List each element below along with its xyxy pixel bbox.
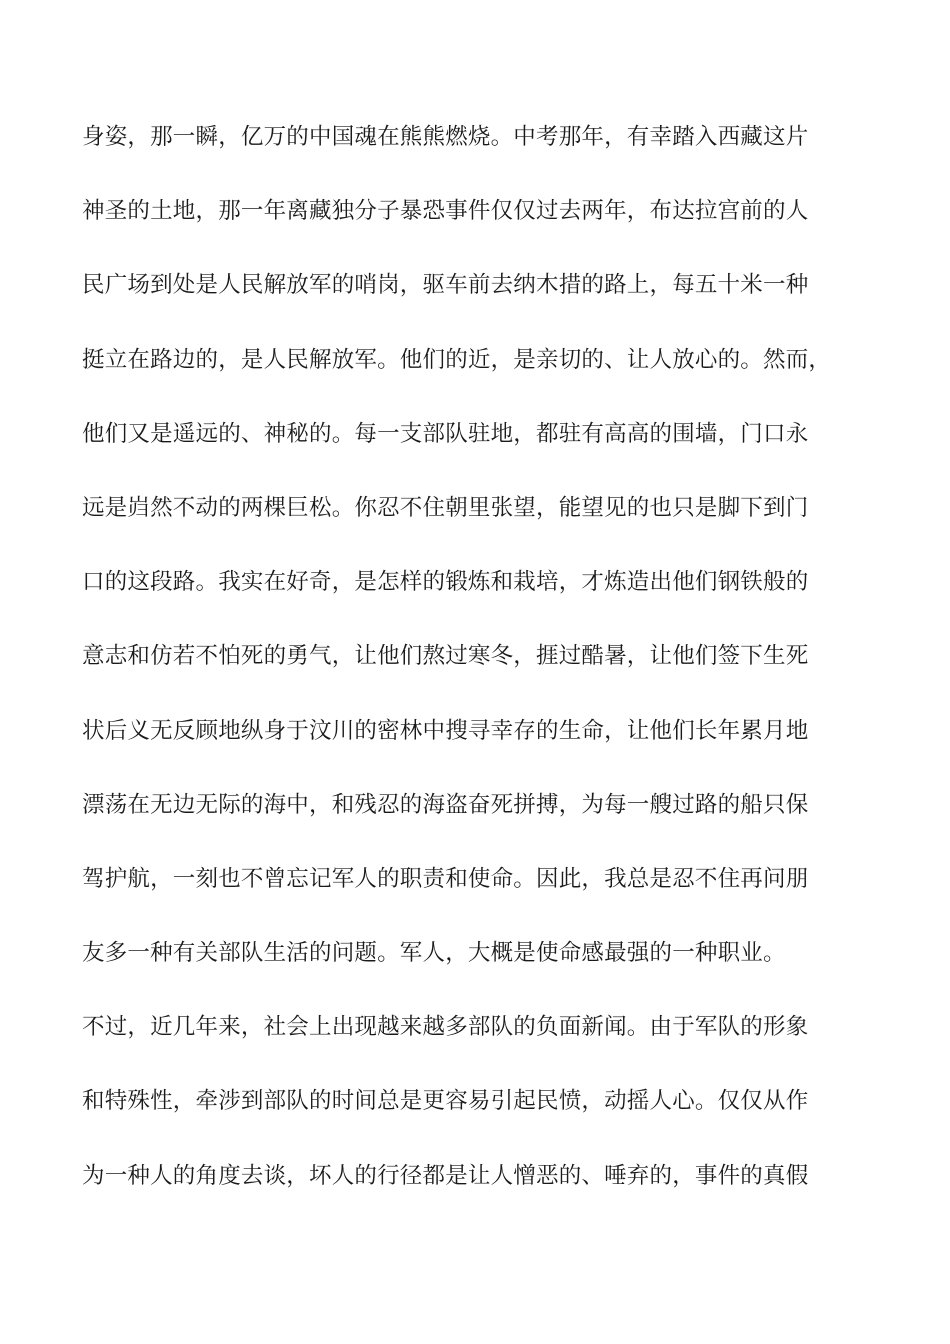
text-line-8: 意志和仿若不怕死的勇气，让他们熬过寒冬，捱过酷暑，让他们签下生死	[82, 643, 809, 670]
text-line-4: 挺立在路边的，是人民解放军。他们的近，是亲切的、让人放心的。然而，	[82, 346, 832, 373]
text-line-10: 漂荡在无边无际的海中，和残忍的海盗奋死拼搏，为每一艘过路的船只保	[82, 791, 809, 818]
text-line-15: 为一种人的角度去谈，坏人的行径都是让人憎恶的、唾弃的，事件的真假	[82, 1162, 809, 1189]
text-line-9: 状后义无反顾地纵身于汶川的密林中搜寻幸存的生命，让他们长年累月地	[82, 717, 809, 744]
text-line-5: 他们又是遥远的、神秘的。每一支部队驻地，都驻有高高的围墙，门口永	[82, 420, 809, 447]
text-line-13: 不过，近几年来，社会上出现越来越多部队的负面新闻。由于军队的形象	[82, 1014, 809, 1041]
text-line-2: 神圣的土地，那一年离藏独分子暴恐事件仅仅过去两年，布达拉宫前的人	[82, 198, 809, 225]
text-line-7: 口的这段路。我实在好奇，是怎样的锻炼和栽培，才炼造出他们钢铁般的	[82, 569, 809, 596]
text-line-14: 和特殊性，牵涉到部队的时间总是更容易引起民愤，动摇人心。仅仅从作	[82, 1088, 809, 1115]
text-line-12: 友多一种有关部队生活的问题。军人，大概是使命感最强的一种职业。	[82, 940, 786, 967]
body-text	[82, 117, 882, 1230]
text-line-6: 远是岿然不动的两棵巨松。你忍不住朝里张望，能望见的也只是脚下到门	[82, 494, 809, 521]
text-line-11: 驾护航，一刻也不曾忘记军人的职责和使命。因此，我总是忍不住再问朋	[82, 865, 809, 892]
text-line-3: 民广场到处是人民解放军的哨岗，驱车前去纳木措的路上，每五十米一种	[82, 272, 809, 299]
text-line-1: 身姿，那一瞬，亿万的中国魂在熊熊燃烧。中考那年，有幸踏入西藏这片	[82, 124, 809, 150]
